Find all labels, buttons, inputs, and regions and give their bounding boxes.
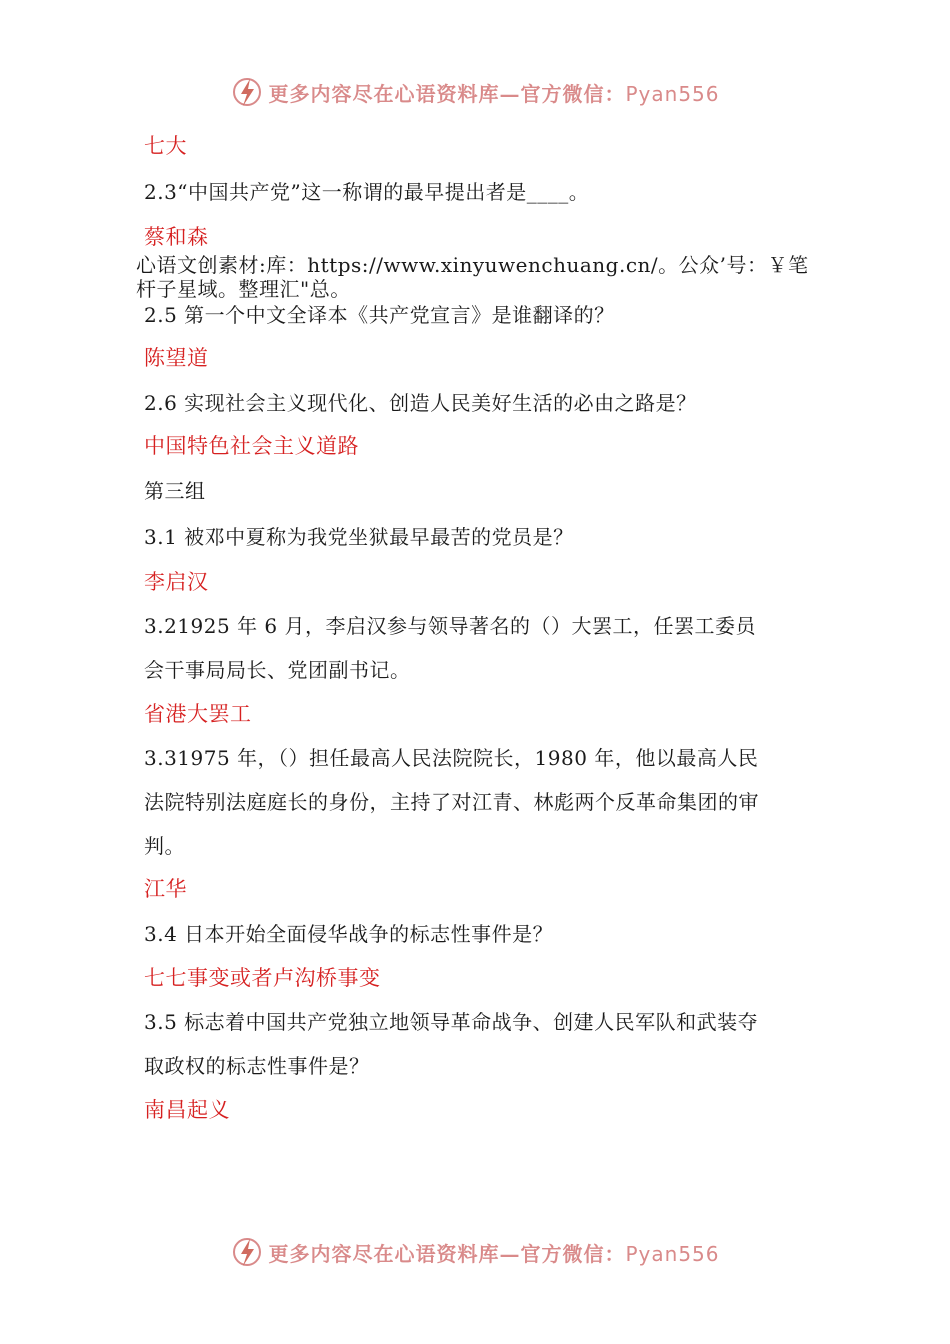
question-line: 取政权的标志性事件是？ bbox=[144, 1054, 370, 1078]
answer-line: 七七事变或者卢沟桥事变 bbox=[144, 966, 381, 990]
question-line: 会干事局局长、党团副书记。 bbox=[144, 658, 411, 682]
answer-line: 蔡和森 bbox=[144, 225, 209, 249]
source-note-line: 杆子星域。整理汇"总。 bbox=[136, 277, 351, 301]
lightning-circle-logo-icon bbox=[230, 1235, 264, 1269]
question-line: 3.21925 年 6 月，李启汉参与领导著名的（）大罢工，任罢工委员 bbox=[144, 614, 757, 638]
question-line: 2.3“中国共产党”这一称谓的最早提出者是____。 bbox=[144, 180, 590, 204]
watermark-text: 更多内容尽在心语资料库—官方微信：Pyan556 bbox=[268, 1241, 720, 1266]
question-line: 2.6 实现社会主义现代化、创造人民美好生活的必由之路是？ bbox=[144, 391, 697, 415]
question-line: 法院特别法庭庭长的身份，主持了对江青、林彪两个反革命集团的审 bbox=[144, 790, 759, 814]
answer-line: 省港大罢工 bbox=[144, 702, 252, 726]
lightning-circle-logo-icon bbox=[230, 75, 264, 109]
question-line: 2.5 第一个中文全译本《共产党宣言》是谁翻译的？ bbox=[144, 303, 615, 327]
watermark-text: 更多内容尽在心语资料库—官方微信：Pyan556 bbox=[268, 81, 720, 106]
question-line: 3.5 标志着中国共产党独立地领导革命战争、创建人民军队和武装夺 bbox=[144, 1010, 759, 1034]
answer-line: 李启汉 bbox=[144, 570, 209, 594]
question-line: 3.31975 年，（）担任最高人民法院院长，1980 年，他以最高人民 bbox=[144, 746, 759, 770]
answer-line: 七大 bbox=[144, 134, 187, 158]
question-line: 3.4 日本开始全面侵华战争的标志性事件是？ bbox=[144, 922, 554, 946]
section-heading: 第三组 bbox=[144, 479, 206, 503]
source-note-line: 心语文创素材:库：https://www.xinyuwenchuang.cn/。公众’号：￥笔 bbox=[136, 253, 809, 277]
answer-line: 南昌起义 bbox=[144, 1098, 230, 1122]
footer-watermark bbox=[0, 1234, 950, 1270]
answer-line: 陈望道 bbox=[144, 346, 209, 370]
question-line: 判。 bbox=[144, 834, 185, 858]
header-watermark bbox=[0, 74, 950, 110]
answer-line: 中国特色社会主义道路 bbox=[144, 434, 359, 458]
question-line: 3.1 被邓中夏称为我党坐狱最早最苦的党员是？ bbox=[144, 525, 574, 549]
answer-line: 江华 bbox=[144, 877, 187, 901]
